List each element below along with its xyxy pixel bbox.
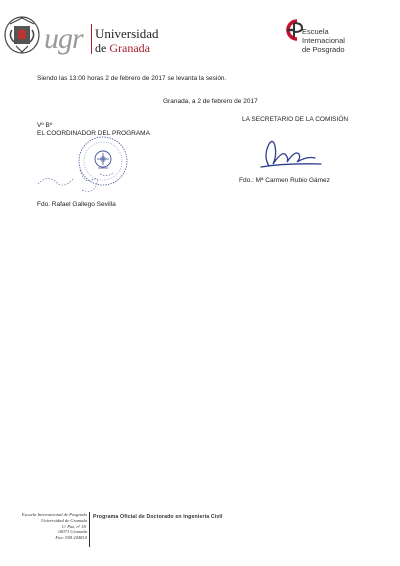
footer-address-line: 18071 Granada: [57, 529, 87, 535]
closing-sentence: Siendo las 13:00 horas 2 de febrero de 2017 se levanta la sesión.: [37, 75, 227, 82]
footer-address: [22, 512, 87, 541]
university-name-accent: Granada: [109, 41, 150, 55]
coordinator-title: EL COORDINADOR DEL PROGRAMA: [37, 130, 150, 137]
university-name-prefix: de: [95, 41, 110, 55]
secretary-signed-by: Fdo.: Mª Carmen Rubio Gámez: [239, 177, 330, 184]
ugr-wordmark: ugr: [44, 22, 83, 55]
footer-address-line: Escuela Internacional de Posgrado: [21, 512, 87, 517]
school-logo-icon: [281, 17, 303, 43]
ugr-crest-icon: [2, 14, 42, 54]
coordinator-signature-icon: [34, 160, 118, 196]
school-name: [302, 27, 345, 54]
ugr-logo-divider: [91, 24, 92, 54]
school-name-line1: Escuela: [302, 27, 329, 36]
footer-program-name: Programa Oficial de Doctorado en Ingeniería Civil: [93, 514, 223, 520]
secretary-title: LA SECRETARIO DE LA COMISIÓN: [242, 116, 349, 123]
footer-address-line: Universidad de Granada: [41, 517, 87, 523]
coordinator-signed-by: Fdo. Rafael Gallego Sevilla: [37, 201, 116, 208]
approval-mark: Vº Bº: [37, 122, 53, 129]
footer-divider: [89, 512, 90, 547]
university-name-line1: Universidad: [95, 26, 159, 41]
footer-address-line: C/ Paz, nº 18.: [61, 523, 87, 529]
school-name-line2: Internacional: [302, 36, 345, 45]
secretary-signature-icon: [255, 136, 325, 170]
university-name-line2: [95, 42, 150, 55]
school-name-line3: de Posgrado: [302, 45, 345, 54]
footer-address-line: Fax: 958 244810: [55, 535, 87, 541]
place-date: Granada, a 2 de febrero de 2017: [163, 98, 258, 105]
